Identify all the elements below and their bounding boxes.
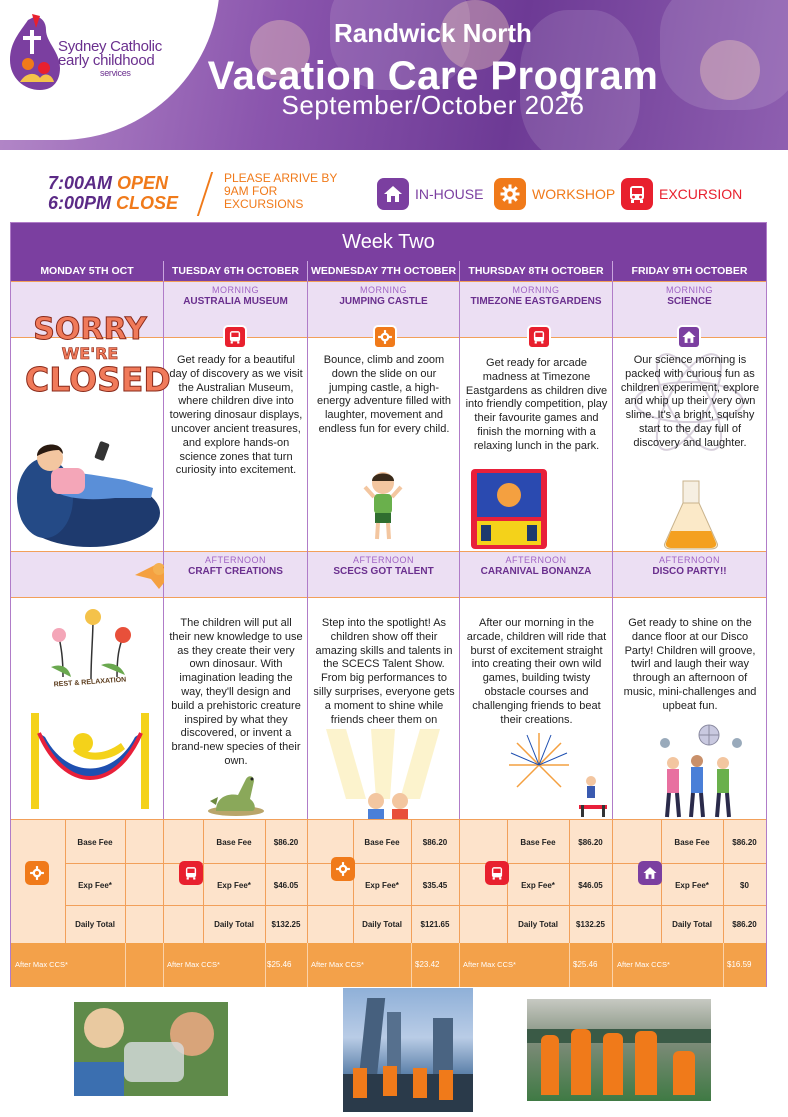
arrival-note: PLEASE ARRIVE BY 9AM FOR EXCURSIONS: [224, 171, 338, 211]
activity-title: JUMPING CASTLE: [339, 296, 428, 307]
legend-label: WORKSHOP: [532, 186, 616, 202]
open-word: OPEN: [117, 173, 169, 193]
after-max-label: After Max CCS*: [167, 960, 220, 969]
bus-icon: [223, 325, 247, 349]
thursday-afternoon-band: [460, 551, 612, 598]
header-period: September/October 2026: [281, 90, 585, 120]
fee-grid-line: [612, 943, 613, 987]
fees-section: [11, 819, 766, 943]
fee-grid-line: [307, 943, 308, 987]
legend-workshop: [494, 178, 615, 210]
session-label: AFTERNOON: [658, 555, 720, 565]
session-label: AFTERNOON: [352, 555, 414, 565]
bus-icon: [485, 861, 509, 885]
exp-fee-value: $35.45: [422, 881, 448, 890]
after-max-value: $25.46: [573, 960, 598, 969]
arcade-machine-illustration: [467, 463, 551, 553]
closed-line: CLOSED: [25, 360, 171, 399]
day-header-thursday: THURSDAY 8TH OCTOBER: [459, 261, 612, 281]
header-banner: [0, 0, 788, 150]
activity-description: Step into the spotlight! As children show off their amazing skills and talents in the SCECS Talent Show. From big performances to silly surprises, everyone gets a moment to shine while friends cheer them on: [313, 617, 455, 726]
hammock-illustration: [25, 703, 155, 813]
after-max-value: $23.42: [415, 960, 440, 969]
header-location: Randwick North: [334, 18, 532, 48]
exp-fee-value: $0: [740, 881, 749, 890]
house-icon: [377, 178, 409, 210]
base-fee-label: Base Fee: [216, 838, 252, 847]
week-title: Week Two: [11, 223, 766, 261]
fee-grid-line: [723, 943, 724, 987]
day-header-tuesday: TUESDAY 6TH OCTOBER: [163, 261, 307, 281]
logo-line: services: [100, 68, 131, 78]
page-title: Vacation Care Program: [207, 54, 659, 98]
wednesday-afternoon-band: [308, 551, 459, 598]
daily-total-label: Daily Total: [362, 920, 402, 929]
base-fee-value: $86.20: [732, 838, 757, 847]
activity-description: Bounce, climb and zoom down the slide on our jumping castle, a high-energy adventure filled with laughter, movement and endless fun for every child.: [317, 354, 451, 435]
child-reading-illustration: [15, 428, 165, 548]
base-fee-value: $86.20: [273, 838, 299, 847]
daily-total-label: Daily Total: [672, 920, 712, 929]
after-max-label: After Max CCS*: [617, 960, 670, 969]
activity-title: SCECS GOT TALENT: [333, 566, 434, 577]
divider: [197, 172, 213, 216]
exp-fee-label: Exp Fee*: [365, 881, 399, 890]
fee-grid-line: [125, 819, 126, 943]
house-icon: [638, 861, 662, 885]
day-header-monday: MONDAY 5TH OCT: [11, 261, 163, 281]
fee-grid-line: [411, 943, 412, 987]
sorry-closed-graphic: [25, 312, 171, 399]
exp-fee-label: Exp Fee*: [217, 881, 251, 890]
spotlight-stage-illustration: [316, 729, 450, 819]
fee-grid-line: [459, 819, 460, 943]
column-divider: [459, 281, 460, 819]
fee-grid-line: [125, 943, 126, 987]
bus-icon: [179, 861, 203, 885]
legend-label: EXCURSION: [659, 186, 743, 202]
session-label: MORNING: [212, 285, 259, 295]
day-header-wednesday: WEDNESDAY 7TH OCTOBER: [307, 261, 459, 281]
gear-icon: [494, 178, 526, 210]
exp-fee-label: Exp Fee*: [675, 881, 709, 890]
fee-grid-line: [265, 943, 266, 987]
close-word: CLOSE: [116, 193, 179, 213]
exp-fee-value: $46.05: [273, 881, 299, 890]
session-label: AFTERNOON: [204, 555, 266, 565]
fee-grid-line: [163, 943, 164, 987]
jumping-child-illustration: [363, 467, 403, 547]
after-max-label: After Max CCS*: [15, 960, 68, 969]
activity-title: CARANIVAL BONANZA: [480, 566, 592, 577]
fee-grid-line: [569, 943, 570, 987]
session-label: MORNING: [512, 285, 560, 295]
after-max-value: $16.59: [727, 960, 752, 969]
legend-label: IN-HOUSE: [415, 186, 484, 202]
fireworks-hurdle-illustration: [499, 729, 609, 817]
after-max-ccs-row: [11, 943, 766, 987]
fee-grid-line: [163, 819, 164, 943]
base-fee-label: Base Fee: [77, 838, 113, 847]
friday-afternoon-band: [613, 551, 766, 598]
opening-hours: [48, 173, 178, 213]
session-label: MORNING: [360, 285, 407, 295]
activity-title: TIMEZONE EASTGARDENS: [470, 296, 602, 307]
open-time: 7:00AM: [48, 173, 113, 193]
after-max-label: After Max CCS*: [311, 960, 364, 969]
session-label: MORNING: [666, 285, 713, 295]
column-divider: [307, 281, 308, 819]
gear-icon: [373, 325, 397, 349]
photo-children-craft: [74, 1002, 228, 1096]
bus-icon: [527, 325, 551, 349]
rest-relaxation-label: REST & RELAXATION: [53, 676, 127, 689]
base-fee-value: $86.20: [422, 838, 448, 847]
photo-stadium-visit: [527, 999, 711, 1101]
activity-description: Get ready for a beautiful day of discovery as we visit the Australian Museum, where children dive into towering dinosaur displays, uncover ancient treasures, and explore hands-on science zones that turn curiosity into excitement.: [169, 354, 303, 477]
daily-total-label: Daily Total: [214, 920, 254, 929]
legend-inhouse: [377, 178, 483, 210]
house-icon: [677, 325, 701, 349]
gear-icon: [25, 861, 49, 885]
activity-description: Get ready to shine on the dance floor at our Disco Party! Children will groove, twirl and laugh their way through an afternoon of music, mini-challenges and upbeat fun.: [623, 617, 757, 712]
activity-title: CRAFT CREATIONS: [188, 566, 283, 577]
photo-excursion-city: [343, 988, 473, 1112]
dinosaur-illustration: [206, 771, 268, 817]
base-fee-label: Base Fee: [674, 838, 710, 847]
session-label: AFTERNOON: [505, 555, 567, 565]
daily-total-value: $121.65: [420, 920, 450, 929]
closed-line: SORRY: [33, 312, 147, 347]
activity-title: AUSTRALIA MUSEUM: [183, 296, 288, 307]
logo-line: Sydney Catholic: [58, 38, 162, 55]
daily-total-value: $132.25: [576, 920, 605, 929]
fee-grid-line: [307, 819, 308, 943]
gear-icon: [331, 857, 355, 881]
logo-line: early childhood: [58, 52, 155, 69]
exp-fee-label: Exp Fee*: [78, 881, 112, 890]
column-divider: [612, 281, 613, 819]
activity-description: Get ready for arcade madness at Timezone Eastgardens as children dive into friendly competition, play their favourite games and finish the morning with a relaxing lunch in the park.: [465, 357, 608, 452]
daily-total-label: Daily Total: [518, 920, 558, 929]
after-max-value: $25.46: [267, 960, 292, 969]
activity-title: DISCO PARTY!!: [652, 566, 727, 577]
activity-description: Our science morning is packed with curious fun as children experiment, explore and whip up their very own slime. It's a bright, squishy start to the day full of discovery and laughter.: [620, 354, 760, 449]
exp-fee-value: $46.05: [578, 881, 603, 890]
daily-total-value: $86.20: [732, 920, 757, 929]
daily-total-label: Daily Total: [75, 920, 115, 929]
tuesday-afternoon-band: [164, 551, 307, 598]
base-fee-value: $86.20: [578, 838, 603, 847]
after-max-label: After Max CCS*: [463, 960, 516, 969]
legend-excursion: [621, 178, 742, 210]
base-fee-label: Base Fee: [364, 838, 400, 847]
fee-grid-line: [612, 819, 613, 943]
day-header-friday: FRIDAY 9TH OCTOBER: [612, 261, 766, 281]
activity-description: After our morning in the arcade, children will ride that burst of excitement straight into creating their own wild games, building twisty obstacle courses and challenging friends to beat their creations.: [466, 617, 607, 726]
program-table: [10, 222, 767, 987]
activity-title: SCIENCE: [667, 296, 712, 307]
daily-total-value: $132.25: [271, 920, 301, 929]
closed-line: WE'RE: [61, 344, 119, 363]
science-flask-icon: [661, 479, 721, 551]
activity-description: The children will put all their new knowledge to use as they create their very own dinosaur. With imagination leading the way, they'll design and build a prehistoric creature inspired by what they discovered, or invent a brand-new species of their own.: [169, 617, 303, 767]
disco-dancers-illustration: [651, 723, 751, 819]
bus-icon: [621, 178, 653, 210]
base-fee-label: Base Fee: [520, 838, 556, 847]
fee-grid-line: [459, 943, 460, 987]
exp-fee-label: Exp Fee*: [521, 881, 555, 890]
close-time: 6:00PM: [48, 193, 112, 213]
